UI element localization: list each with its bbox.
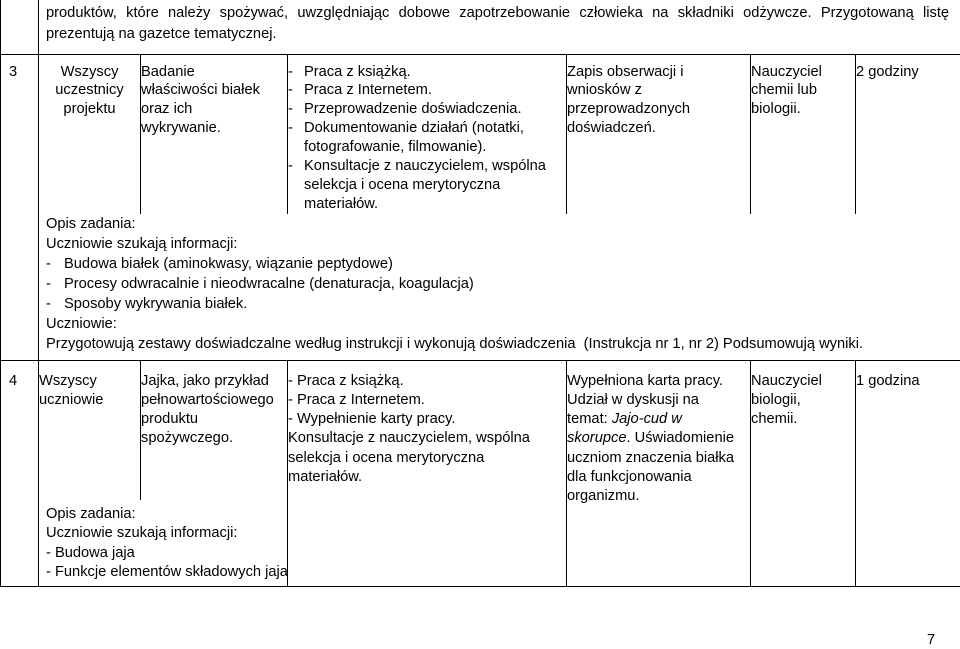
bullet-dash: - [288, 158, 293, 175]
method-line: - Wypełnienie karty pracy. [288, 411, 456, 428]
description-point-text: Sposoby wykrywania białek. [64, 296, 248, 312]
row-number-cell [1, 360, 39, 586]
method-line: materiałów. [288, 468, 363, 485]
bullet-dash: - [46, 256, 51, 272]
outcome-line: przeprowadzonych [567, 101, 691, 118]
outcomes-cell [567, 54, 751, 214]
method-line: Konsultacje z nauczycielem, wspólna [288, 430, 530, 447]
time-cell [856, 54, 960, 214]
method-text-continued: materiałów. [304, 195, 379, 212]
outcome-line: Zapis obserwacji i [567, 63, 684, 80]
method-line: - Praca z Internetem. [288, 391, 425, 408]
method-line: - Praca z książką. [288, 372, 404, 389]
continuation-number-cell [1, 0, 39, 54]
task-description-cell [39, 500, 288, 586]
responsible-line: chemii. [751, 411, 798, 428]
methods-cell [288, 360, 567, 586]
bullet-dash: - [288, 120, 293, 137]
responsible-line: biologii. [751, 101, 801, 118]
outcome-line: organizmu. [567, 488, 640, 505]
outcome-text: . Uświadomienie [626, 430, 735, 447]
row-4-main [1, 360, 960, 500]
continuation-line: prezentują na gazetce tematycznej. [46, 25, 277, 42]
bullet-dash: - [46, 296, 51, 312]
method-item [288, 100, 566, 119]
description-point [46, 274, 953, 294]
description-intro: Uczniowie szukają informacji: [46, 525, 238, 542]
topic-cell [141, 54, 288, 214]
method-text-continued: fotografowanie, filmowanie). [304, 139, 487, 156]
topic-line: wykrywanie. [141, 120, 221, 137]
outcome-line: doświadczeń. [567, 120, 656, 137]
outcome-text: temat: [567, 411, 612, 428]
time-cell [856, 360, 960, 586]
description-point: - Funkcje elementów składowych jaja [46, 563, 288, 580]
responsible-cell [751, 360, 856, 586]
bullet-dash: - [46, 276, 51, 292]
responsible-cell [751, 54, 856, 214]
outcome-line: Udział w dyskusji na [567, 391, 699, 408]
outcome-italic-title: skorupce [567, 430, 627, 447]
time-value: 2 godziny [856, 63, 919, 80]
row-number-cell [1, 54, 39, 360]
participants-line: projektu [63, 101, 116, 118]
bullet-dash: - [288, 82, 293, 99]
responsible-line: biologii, [751, 391, 801, 408]
method-line: selekcja i ocena merytoryczna [288, 449, 485, 466]
method-item [288, 157, 566, 176]
description-point-text: Budowa białek (aminokwasy, wiązanie peptydowe) [64, 256, 393, 272]
method-item [288, 81, 566, 100]
students-text: Przygotowują zestawy doświadczalne według instrukcji i wykonują doświadczenia (Instrukcja nr 1, nr 2) Podsumowują wyniki. [46, 336, 864, 352]
row-3-description [1, 214, 960, 360]
outcome-line [567, 429, 750, 448]
participants-cell [39, 360, 141, 500]
participants-line: Wszyscy [39, 372, 97, 389]
description-heading: Opis zadania: [46, 506, 136, 522]
continuation-row [1, 0, 960, 54]
description-point: - Budowa jaja [46, 544, 135, 561]
row-number: 4 [9, 372, 18, 389]
methods-cell [288, 54, 567, 214]
continuation-text-cell [39, 0, 960, 54]
description-intro: Uczniowie szukają informacji: [46, 236, 238, 252]
topic-line: oraz ich [141, 101, 193, 118]
description-heading: Opis zadania: [46, 216, 136, 232]
outcome-line: wniosków z [567, 82, 642, 99]
method-item [288, 119, 566, 138]
topic-line: Badanie [141, 63, 195, 80]
responsible-line: chemii lub [751, 82, 817, 99]
description-point [46, 294, 953, 314]
topic-line: właściwości białek [141, 82, 260, 99]
method-text-continued: selekcja i ocena merytoryczna [304, 176, 501, 193]
method-text: Przeprowadzenie doświadczenia. [304, 101, 522, 118]
participants-cell [39, 54, 141, 214]
outcome-line: Wypełniona karta pracy. [567, 372, 724, 389]
participants-line: uczestnicy [55, 82, 124, 99]
topic-line: pełnowartościowego [141, 391, 274, 408]
method-text: Praca z książką. [304, 63, 411, 80]
task-description-cell [39, 214, 960, 360]
method-text: Praca z Internetem. [304, 82, 432, 99]
outcome-line: dla funkcjonowania [567, 468, 692, 485]
topic-line: spożywczego. [141, 430, 234, 447]
method-text: Dokumentowanie działań (notatki, [304, 120, 524, 137]
continuation-line: produktów, które należy spożywać, uwzględniając dobowe zapotrzebowanie człowieka na składniki odżywcze. Przygotowaną listę [46, 5, 950, 21]
participants-line: uczniowie [39, 391, 104, 408]
description-point [46, 254, 953, 274]
page-number: 7 [927, 632, 936, 648]
method-item [288, 63, 566, 82]
outcome-line: uczniom znaczenia białka [567, 449, 735, 466]
bullet-dash: - [288, 63, 293, 80]
topic-line: produktu [141, 411, 199, 428]
outcome-italic-title: Jajo-cud w [611, 411, 682, 428]
students-label: Uczniowie: [46, 316, 117, 332]
row-3-main [1, 54, 960, 214]
time-value: 1 godzina [856, 372, 920, 389]
outcomes-cell [567, 360, 751, 586]
bullet-dash: - [288, 101, 293, 118]
responsible-line: Nauczyciel [751, 63, 822, 80]
row-number: 3 [9, 63, 18, 80]
method-text: Konsultacje z nauczycielem, wspólna [304, 158, 546, 175]
description-point-text: Procesy odwracalnie i nieodwracalne (denaturacja, koagulacja) [64, 276, 474, 292]
participants-line: Wszyscy [60, 63, 119, 80]
topic-line: Jajka, jako przykład [141, 372, 269, 389]
outcome-line [567, 410, 750, 429]
responsible-line: Nauczyciel [751, 372, 822, 389]
topic-cell [141, 360, 288, 500]
